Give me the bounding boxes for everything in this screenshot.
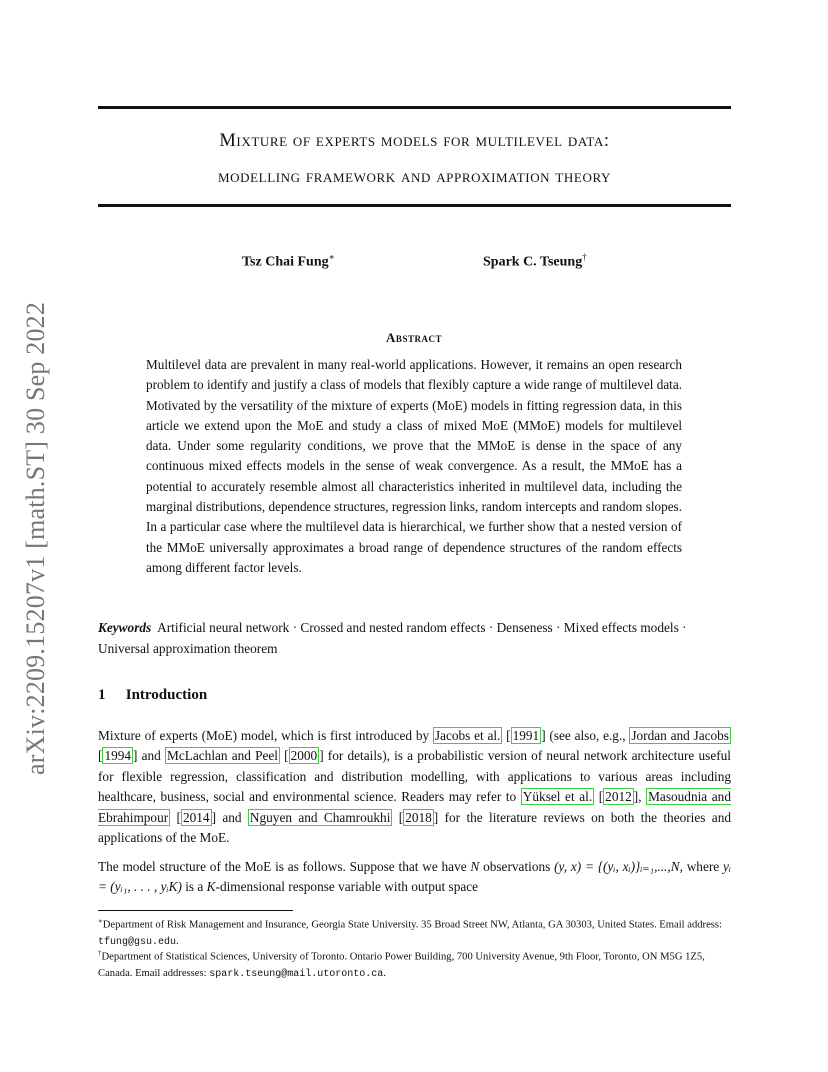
- citation-link[interactable]: Nguyen and Chamroukhi: [249, 809, 391, 825]
- section-heading: [98, 687, 207, 704]
- citation-link[interactable]: Yüksel et al.: [522, 789, 593, 805]
- paragraph-text: observations: [479, 859, 555, 874]
- intro-text: ],: [633, 789, 647, 805]
- intro-text: ] and: [133, 748, 166, 764]
- citation-year-link[interactable]: 2014: [182, 809, 210, 825]
- intro-text: ] for the literature reviews on both the theories and applications of the MoE.: [98, 809, 731, 846]
- intro-text: [: [594, 789, 604, 805]
- paper-title-line-1: Mixture of experts models for multilevel data:: [219, 131, 610, 151]
- intro-text: ] and: [211, 809, 248, 825]
- footnote-1-end: .: [176, 935, 179, 947]
- math-n: N: [470, 859, 480, 874]
- footnote-1-email[interactable]: tfung@gsu.edu: [98, 936, 177, 948]
- paragraph-text: is a: [181, 879, 207, 895]
- footnote-1-text: Department of Risk Management and Insurance, Georgia State University. 35 Broad Street NW, Atlanta, GA 30303, United States. Email address:: [102, 919, 722, 931]
- model-structure-paragraph: [98, 857, 731, 898]
- intro-text: ] for details), is a probabilistic version of neural network architecture useful for flexible regression, classification and distribution modelling, with applications to various areas including healthcare, business, social and environmental science. Readers may refer to: [98, 748, 731, 805]
- footnote-2: [98, 945, 731, 983]
- paragraph-text: -dimensional response variable with output space: [215, 879, 479, 895]
- paper-title-line-2: modelling framework and approximation theory: [217, 167, 611, 187]
- footnote-2-email[interactable]: spark.tseung@mail.utoronto.ca: [209, 968, 384, 980]
- intro-text: [: [280, 748, 289, 764]
- footnote-rule: [98, 910, 293, 911]
- arxiv-identifier: arXiv:2209.15207v1 [math.ST] 30 Sep 2022: [21, 301, 50, 775]
- paragraph-text: The model structure of the MoE is as follows. Suppose that we have: [98, 859, 471, 874]
- citation-year-link[interactable]: 2012: [605, 789, 632, 805]
- footnote-2-text: Department of Statistical Sciences, University of Toronto. Ontario Power Building, 700 University Avenue, 9th Floor, Toronto, ON M5G 1Z5, Canada. Email addresses:: [98, 951, 705, 979]
- section-title: Introduction: [125, 687, 208, 703]
- keywords-text: Artificial neural network · Crossed and nested random effects · Denseness · Mixed effects models · Universal approximation theorem: [98, 620, 687, 656]
- paragraph-text: , where: [679, 859, 723, 874]
- intro-text: ] (see also, e.g.,: [541, 728, 630, 743]
- author-2-footnote-mark[interactable]: †: [582, 252, 587, 262]
- citation-year-link[interactable]: 1994: [104, 748, 132, 764]
- keywords: [98, 618, 710, 659]
- footnote-2-mark: †: [98, 949, 102, 957]
- math-observations: (y, x) = {(yᵢ, xᵢ)}ᵢ₌₁,...,N: [554, 859, 680, 874]
- math-k: K: [206, 879, 216, 895]
- intro-text: [: [502, 728, 511, 743]
- citation-year-link[interactable]: 1991: [512, 728, 540, 743]
- intro-paragraph: [98, 726, 731, 848]
- title-rule-bottom: [98, 204, 731, 207]
- author-1-footnote-mark[interactable]: ∗: [328, 252, 335, 262]
- author-2-name: Spark C. Tseung: [483, 254, 583, 270]
- abstract-heading: Abstract: [386, 330, 442, 345]
- intro-text: [: [170, 809, 181, 825]
- citation-link[interactable]: Jordan and Jacobs: [631, 728, 729, 743]
- footnote-1-mark: ∗: [98, 917, 103, 925]
- intro-text: Mixture of experts (MoE) model, which is first introduced by: [98, 728, 433, 743]
- author-1: [242, 252, 335, 271]
- citation-link[interactable]: Jacobs et al.: [434, 728, 501, 743]
- math-response: yᵢ = (yᵢ₁, . . . , yᵢK): [98, 859, 731, 895]
- section-number: 1: [98, 687, 106, 703]
- citation-link[interactable]: Masoudnia and Ebrahimpour: [98, 789, 731, 825]
- author-2: [483, 252, 587, 271]
- title-rule-top: [98, 106, 731, 109]
- citation-year-link[interactable]: 2000: [290, 748, 318, 764]
- intro-text: [: [392, 809, 404, 825]
- intro-text: [: [98, 748, 103, 764]
- citation-year-link[interactable]: 2018: [405, 809, 432, 825]
- keywords-label: Keywords: [98, 620, 152, 635]
- citation-link[interactable]: McLachlan and Peel: [167, 748, 278, 764]
- author-1-name: Tsz Chai Fung: [242, 254, 329, 270]
- footnote-2-end: .: [383, 967, 386, 979]
- abstract-text: Multilevel data are prevalent in many real-world applications. However, it remains an open research problem to identify and justify a class of models that flexibly capture a wide range of multilevel data. Motivated by the versatility of the mixture of experts (MoE) models in fitting regression data, in this article we extend upon the MoE and study a class of mixed MoE (MMoE) models for multilevel data. Under some regularity conditions, we prove that the MMoE is dense in the space of any continuous mixed effects models in the sense of weak convergence. As a result, the MMoE has a potential to accurately resemble almost all characteristics inherited in multilevel data, including the marginal distributions, dependence structures, regression links, random intercepts and random slopes. In a particular case where the multilevel data is hierarchical, we further show that a nested version of the MMoE universally approximates a broad range of dependence structures of the random effects among different factor levels.: [146, 357, 682, 575]
